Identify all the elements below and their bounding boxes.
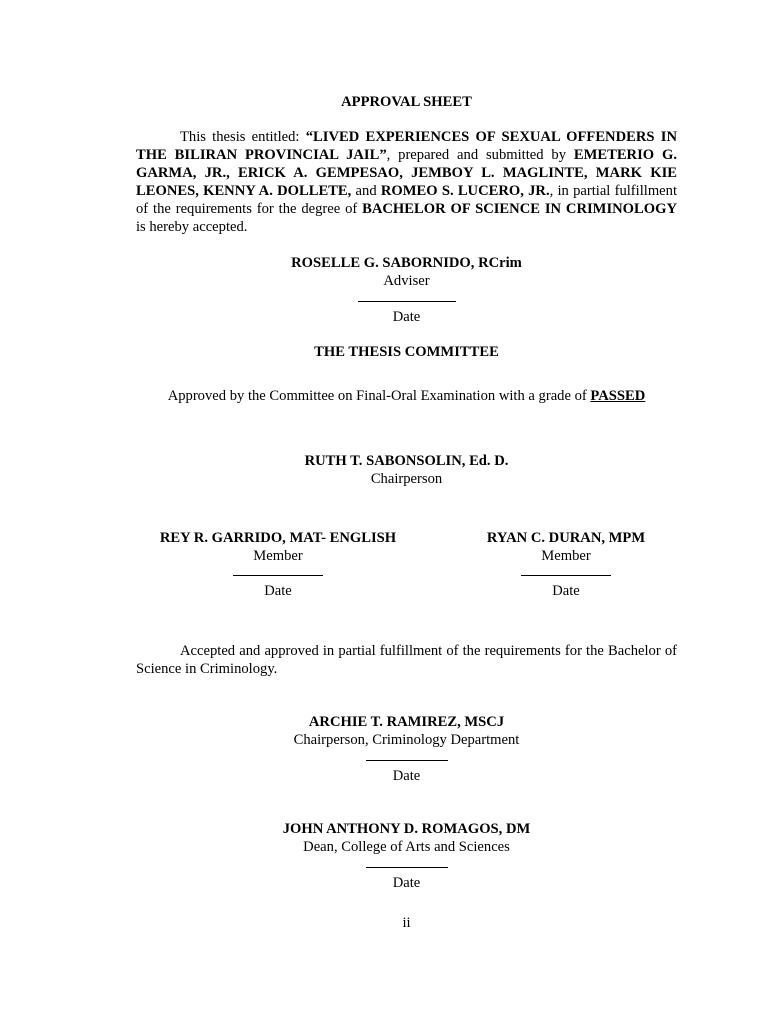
intro-and: and <box>351 183 381 199</box>
adviser-name: ROSELLE G. SABORNIDO, RCrim <box>291 255 522 271</box>
authors-part2: ROMEO S. LUCERO, JR. <box>380 183 550 199</box>
thesis-title: “LIVED EXPERIENCES OF SEXUAL OFFENDERS IN THE BILIRAN PROVINCIAL JAIL” <box>136 129 677 163</box>
grade-badge: PASSED <box>590 388 646 404</box>
degree-name: BACHELOR OF SCIENCE IN CRIMINOLOGY <box>362 201 677 217</box>
intro-tail: is hereby accepted. <box>136 219 248 235</box>
member-right-date-label: Date <box>552 583 580 599</box>
dept-chair-name: ARCHIE T. RAMIREZ, MSCJ <box>308 714 505 730</box>
intro-lead: This thesis entitled: <box>180 129 306 145</box>
page-title: APPROVAL SHEET <box>341 94 472 110</box>
approval-text: Approved by the Committee on Final-Oral Examination with a grade of <box>167 388 591 404</box>
authors-part1: EMETERIO G. GARMA, JR., ERICK A. GEMPESAO, JEMBOY L. MAGLINTE, MARK KIE LEONES, KENNY A. DOLLETE, <box>136 147 677 199</box>
dean-role: Dean, College of Arts and Sciences <box>303 839 510 855</box>
acceptance-paragraph: Accepted and approved in partial fulfillment of the requirements for the Bachelor of Science in Criminology. <box>136 643 677 677</box>
member-left-date-label: Date <box>264 583 292 599</box>
chairperson-name: RUTH T. SABONSOLIN, Ed. D. <box>304 453 509 469</box>
adviser-role: Adviser <box>383 273 430 289</box>
member-right-role: Member <box>541 548 591 564</box>
intro-mid2: , in partial fulfillment of the requirements for the degree of <box>136 183 678 217</box>
member-left-role: Member <box>253 548 303 564</box>
dean-name: JOHN ANTHONY D. ROMAGOS, DM <box>282 821 531 837</box>
member-left-name: REY R. GARRIDO, MAT- ENGLISH <box>159 530 397 546</box>
member-right-name: RYAN C. DURAN, MPM <box>486 530 646 546</box>
dept-chair-role: Chairperson, Criminology Department <box>293 732 520 748</box>
chairperson-role: Chairperson <box>370 471 443 487</box>
intro-paragraph <box>136 128 677 236</box>
document-page <box>136 0 677 1024</box>
adviser-date-label: Date <box>392 309 421 325</box>
approval-statement <box>136 387 677 405</box>
dept-chair-date-label: Date <box>392 768 421 784</box>
page-number: ii <box>402 915 411 931</box>
intro-mid1: , prepared and submitted by <box>386 147 574 163</box>
committee-heading: THE THESIS COMMITTEE <box>314 344 499 360</box>
dean-date-label: Date <box>392 875 421 891</box>
